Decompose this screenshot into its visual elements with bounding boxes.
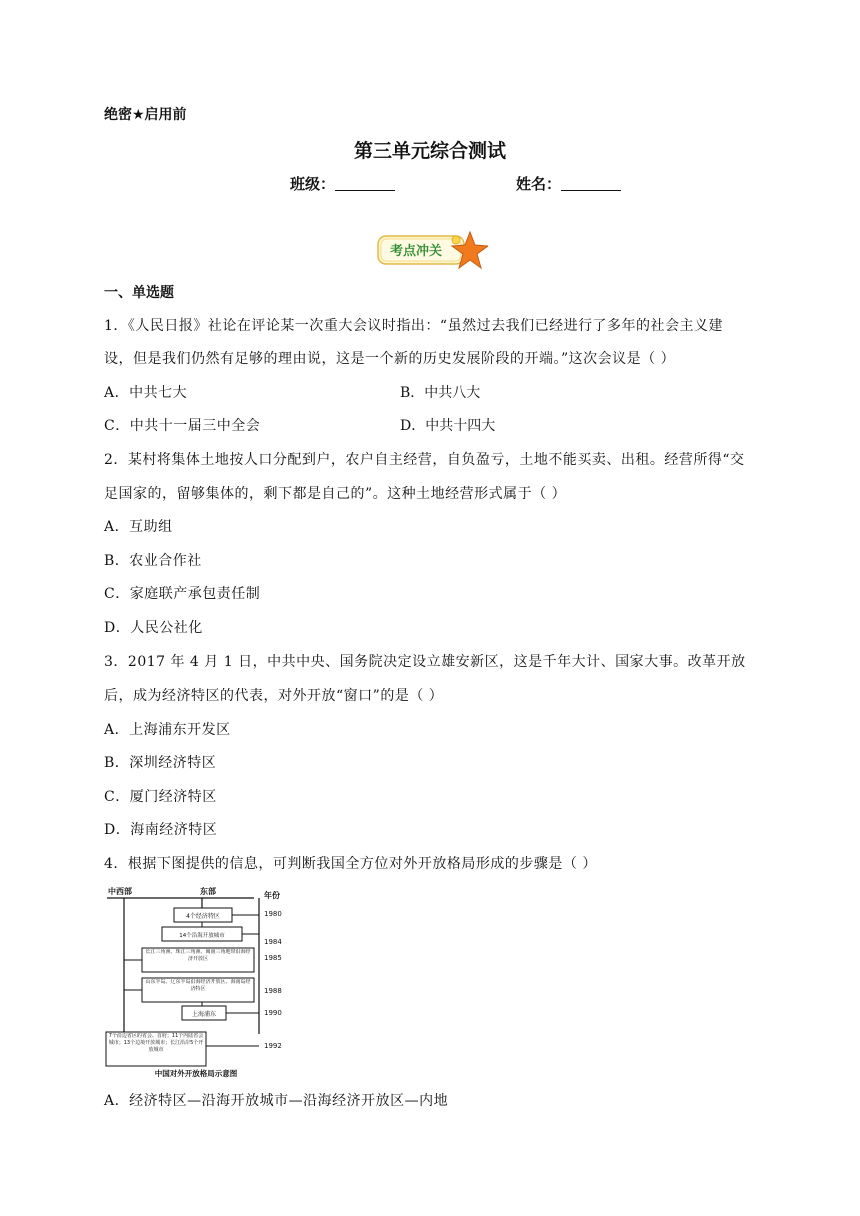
diagram-box-label: 4个经济特区 xyxy=(186,913,220,920)
question-2-option-b[interactable]: B．农业合作社 xyxy=(104,553,202,569)
class-blank[interactable] xyxy=(335,176,395,191)
question-1-option-b[interactable]: B．中共八大 xyxy=(400,385,481,401)
diagram-header-right: 年份 xyxy=(264,891,280,900)
question-1-option-c[interactable]: C．中共十一届三中全会 xyxy=(104,418,261,434)
question-3-option-b[interactable]: B．深圳经济特区 xyxy=(104,755,217,771)
question-2-line-2: 足国家的，留够集体的，剩下都是自己的”。这种土地经营形式属于（ ） xyxy=(104,486,567,502)
question-3-option-c[interactable]: C．厦门经济特区 xyxy=(104,789,217,805)
question-1-option-d[interactable]: D．中共十四大 xyxy=(400,418,496,434)
year-label: 1984 xyxy=(264,938,282,946)
question-1-line-2: 设，但是我们仍然有足够的理由说，这是一个新的历史发展阶段的开端。”这次会议是（ ） xyxy=(104,351,676,367)
opening-up-diagram xyxy=(104,884,286,1078)
diagram-header-left: 中西部 xyxy=(108,887,132,896)
diagram-box-label: 长江三角洲、珠江三角洲、闽南三角地带沿海经济开放区 xyxy=(145,949,251,962)
diagram-box-label: 山东半岛、辽东半岛沿海经济开放区、海南岛经济特区 xyxy=(145,979,251,992)
diagram-box-label: 7个沿边省区的省会、首府；11个内陆省会城市；13个边境开放城市；长江沿岸5个开放城市 xyxy=(108,1033,204,1053)
year-label: 1990 xyxy=(264,1009,282,1017)
question-1-option-a[interactable]: A．中共七大 xyxy=(104,385,188,401)
question-3-line-2: 后，成为经济特区的代表，对外开放“窗口”的是（ ） xyxy=(104,688,444,704)
question-2-option-a[interactable]: A．互助组 xyxy=(104,519,173,535)
section-title: 一、单选题 xyxy=(104,285,174,301)
year-label: 1980 xyxy=(264,910,282,918)
year-label: 1992 xyxy=(264,1042,282,1050)
name-blank[interactable] xyxy=(561,176,621,191)
year-label: 1985 xyxy=(264,954,282,962)
year-label: 1988 xyxy=(264,987,282,995)
question-4-option-a[interactable]: A．经济特区—沿海开放城市—沿海经济开放区—内地 xyxy=(104,1093,449,1109)
diagram-caption: 中国对外开放格局示意图 xyxy=(154,1069,238,1078)
class-field xyxy=(290,173,395,194)
question-3-option-a[interactable]: A．上海浦东开发区 xyxy=(104,722,231,738)
question-2-option-d[interactable]: D．人民公社化 xyxy=(104,620,203,636)
diagram-header-mid: 东部 xyxy=(200,887,216,896)
badge-text: 考点冲关 xyxy=(389,244,443,259)
question-3-option-d[interactable]: D．海南经济特区 xyxy=(104,822,218,838)
question-3-line-1: 3．2017 年 4 月 1 日，中共中央、国务院决定设立雄安新区，这是千年大计、国家大事。改革开放 xyxy=(104,654,746,670)
page-title: 第三单元综合测试 xyxy=(353,140,506,162)
question-2-option-c[interactable]: C．家庭联产承包责任制 xyxy=(104,586,261,602)
name-label: 姓名： xyxy=(516,175,562,193)
badge-banner xyxy=(376,228,488,272)
secret-mark: 绝密★启用前 xyxy=(104,107,187,123)
class-label: 班级： xyxy=(290,175,336,193)
name-field xyxy=(516,173,621,194)
question-2-line-1: 2．某村将集体土地按人口分配到户，农户自主经营，自负盈亏，土地不能买卖、出租。经营所得“交 xyxy=(104,452,745,468)
question-1-line-1: 1．《人民日报》社论在评论某一次重大会议时指出：“虽然过去我们已经进行了多年的社会主义建 xyxy=(104,318,724,334)
diagram-box-label: 上海浦东 xyxy=(191,1011,217,1018)
diagram-box-label: 14个沿海开放城市 xyxy=(179,933,225,939)
question-4-line-1: 4．根据下图提供的信息，可判断我国全方位对外开放格局形成的步骤是（ ） xyxy=(104,856,597,872)
